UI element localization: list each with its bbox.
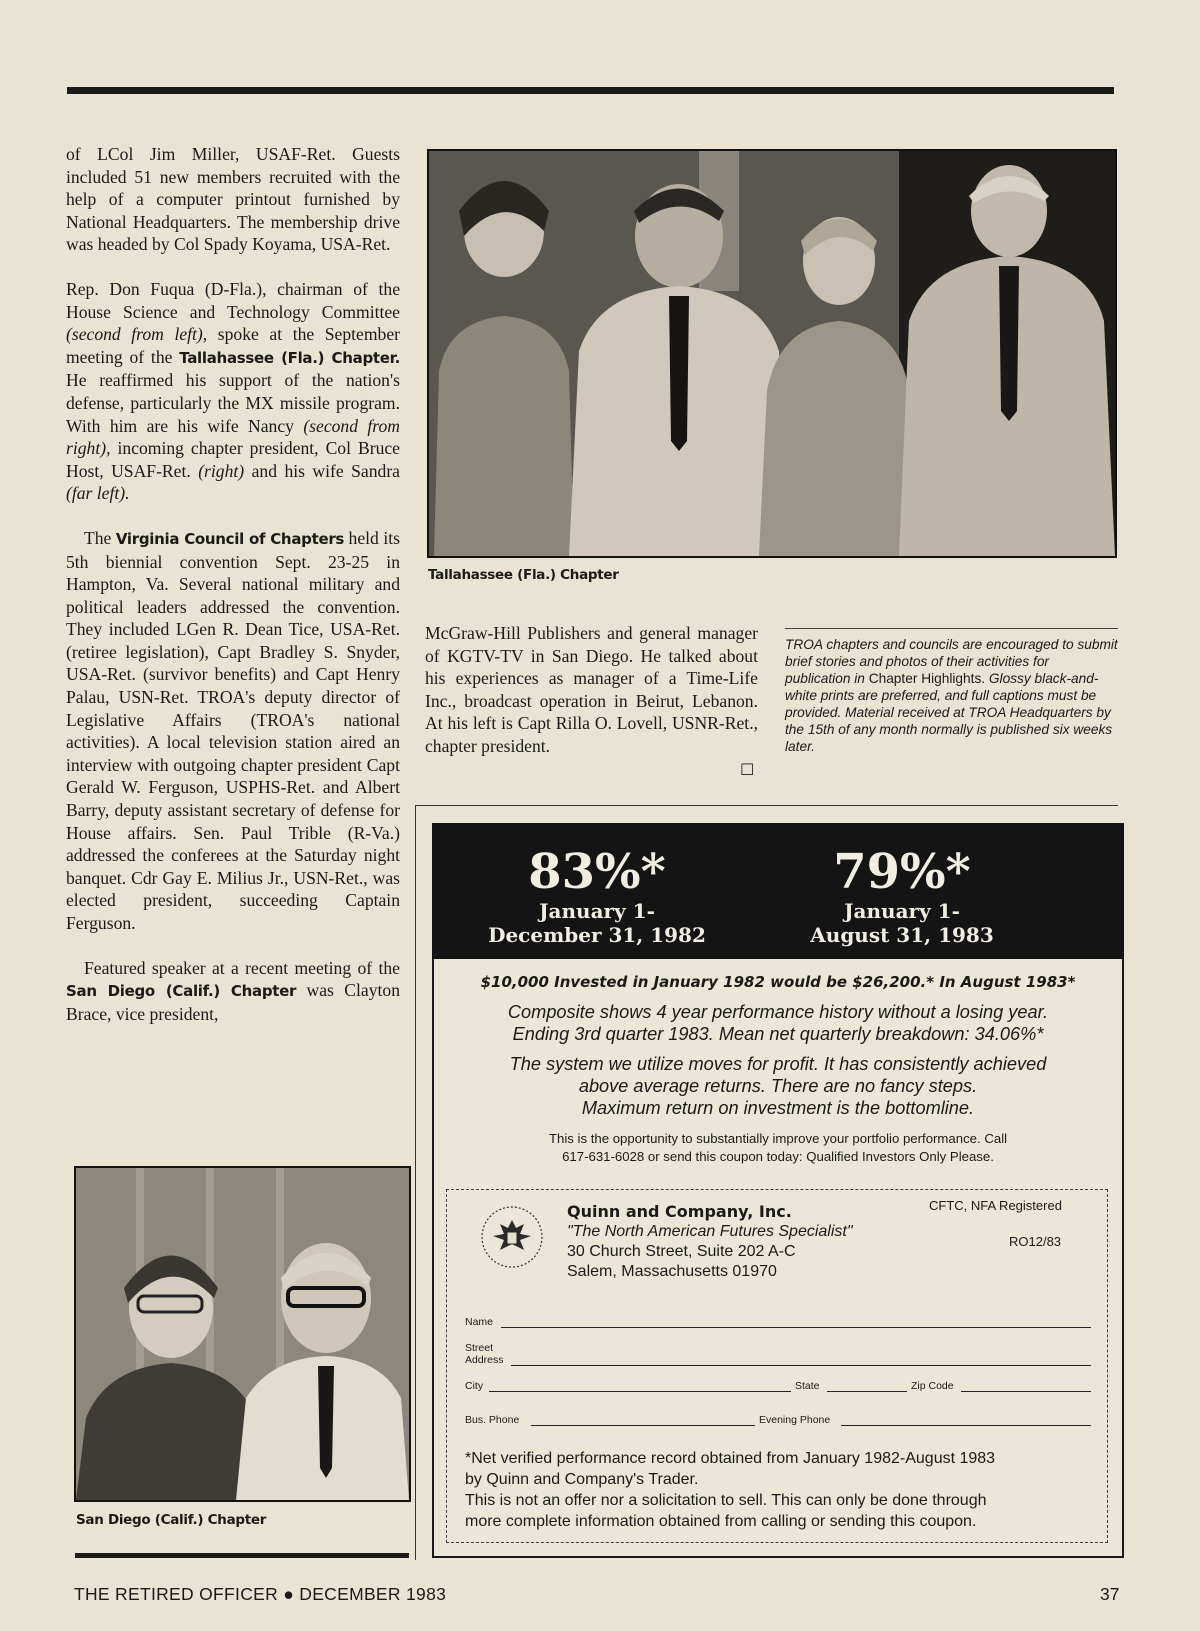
photo-illustration <box>429 151 1115 556</box>
name-label: Name <box>465 1316 494 1328</box>
bus-phone-label: Bus. Phone <box>465 1414 520 1426</box>
san-diego-chapter-photo <box>74 1166 411 1502</box>
address-label: Address <box>465 1354 504 1366</box>
company-address-2: Salem, Massachusetts 01970 <box>567 1263 777 1280</box>
paragraph-san-diego: Featured speaker at a recent meeting of the San Diego (Calif.) Chapter was Clayton Brace, vice president, <box>66 957 400 1024</box>
top-rule <box>67 87 1114 94</box>
paragraph-membership: of LCol Jim Miller, USAF-Ret. Guests included 51 new members recruited with the help of a computer printout furnished by National Headquarters. The membership drive was headed by Col Spady Koyama, USA-Ret. <box>66 144 400 255</box>
stat-1982-line2: December 31, 1982 <box>488 923 706 947</box>
photo-illustration-2 <box>76 1168 409 1500</box>
ad-body-line1: Composite shows 4 year performance history without a losing year. <box>507 1002 1049 1022</box>
article-column-left <box>66 143 400 1025</box>
stat-1982-line1: January 1- <box>539 899 655 923</box>
stat-1983-line1: January 1- <box>844 899 960 923</box>
ad-small-line1: This is the opportunity to substantially improve your portfolio performance. Call <box>548 1131 1008 1146</box>
cftc-registered: CFTC, NFA Registered <box>929 1198 1062 1213</box>
coupon-disclaimer: *Net verified performance record obtained from January 1982-August 1983 by Quinn and Company's Trader. This is not an offer nor a solicitation to sell. This can only be done through more complete information obtained from calling or sending this coupon. <box>465 1450 996 1530</box>
eagle-seal-icon <box>479 1202 545 1272</box>
ad-headline: $10,000 Invested in January 1982 would be $26,200.* In August 1983* <box>480 973 1076 991</box>
san-diego-photo-caption: San Diego (Calif.) Chapter <box>76 1512 267 1528</box>
zip-label: Zip Code <box>911 1380 954 1392</box>
ad-separator-left <box>415 805 416 1560</box>
ad-body-line2: Ending 3rd quarter 1983. Mean net quarterly breakdown: 34.06%* <box>512 1024 1044 1044</box>
state-label: State <box>795 1380 820 1392</box>
publication-footer: THE RETIRED OFFICER ● DECEMBER 1983 <box>74 1584 447 1604</box>
evening-phone-label: Evening Phone <box>759 1414 831 1426</box>
coupon-code: RO12/83 <box>1009 1234 1062 1249</box>
paragraph-virginia: The Virginia Council of Chapters held its 5th biennial convention Sept. 23-25 in Hampton, Va. Several national military and political leaders addressed the convention. They included LGen R. Dean Tice, USA-Ret. (retiree legislation), Capt Bradley S. Snyder, USA-Ret. (survivor benefits) and Capt Henry Palau, USN-Ret. TROA's deputy director of Legislative Affairs (TROA's national activities). A local television station aired an interview with outgoing chapter president Capt Gerald W. Ferguson, USPHS-Ret. and Albert Barry, deputy assistant secretary of defense for House affairs. Sen. Paul Trible (R-Va.) addressed the conferees at the Saturday night banquet. Cdr Gay E. Milius Jr., USN-Ret., was elected president, succeeding Captain Ferguson. <box>66 527 400 933</box>
city-label: City <box>465 1380 484 1392</box>
column-bottom-rule <box>75 1553 409 1558</box>
performance-banner <box>432 823 1124 959</box>
tallahassee-photo-caption: Tallahassee (Fla.) Chapter <box>428 567 619 583</box>
city-field[interactable] <box>489 1391 791 1392</box>
ad-body-line5: Maximum return on investment is the bottomline. <box>581 1098 975 1118</box>
paragraph-tallahassee: Rep. Don Fuqua (D-Fla.), chairman of the House Science and Technology Committee (second from left), spoke at the September meeting of the Tallahassee (Fla.) Chapter. He reaffirmed his support of the nation's defense, particularly the MX missile program. With him are his wife Nancy (second from right), incoming chapter president, Col Bruce Host, USAF-Ret. (right) and his wife Sandra (far left). <box>66 278 401 504</box>
street-label: Street <box>465 1342 494 1354</box>
mail-in-coupon[interactable] <box>446 1189 1108 1543</box>
note-top-rule <box>785 628 1118 629</box>
paragraph-mcgraw-hill: McGraw-Hill Publishers and general manager of KGTV-TV in San Diego. He talked about his experiences as manager of a Time-Life Inc., broadcast operation in Beirut, Lebanon. At his left is Capt Rilla O. Lovell, USNR-Ret., chapter president. <box>425 623 758 756</box>
ad-small-line2: 617-631-6028 or send this coupon today: Qualified Investors Only Please. <box>562 1149 994 1164</box>
ad-body-line4: above average returns. There are no fancy steps. <box>578 1076 978 1096</box>
zip-code-field[interactable] <box>961 1391 1091 1392</box>
tallahassee-chapter-photo <box>427 149 1117 558</box>
quinn-advertisement <box>432 823 1124 1558</box>
submission-note: TROA chapters and councils are encouraged to submit brief stories and photos of their activities for publication in Chapter Highlights. Glossy black-and-white prints are preferred, and full captions must be provided. Material received at TROA Headquarters by the 15th of any month normally is published six weeks later. <box>785 637 1118 754</box>
article-column-middle <box>425 622 758 758</box>
name-field[interactable] <box>501 1327 1091 1328</box>
company-address-1: 30 Church Street, Suite 202 A-C <box>567 1243 796 1260</box>
stat-1983-line2: August 31, 1983 <box>810 923 994 947</box>
page-number: 37 <box>1100 1584 1120 1604</box>
ad-body-line3: The system we utilize moves for profit. It has consistently achieved <box>509 1054 1047 1074</box>
state-field[interactable] <box>827 1391 907 1392</box>
company-tagline: "The North American Futures Specialist" <box>567 1223 853 1240</box>
end-mark: ☐ <box>740 760 755 779</box>
ad-separator <box>415 805 1118 806</box>
company-name: Quinn and Company, Inc. <box>567 1202 792 1221</box>
bus-phone-field[interactable] <box>531 1425 755 1426</box>
stat-1983-value: 79%* <box>833 844 971 900</box>
stat-1982-value: 83%* <box>528 844 666 900</box>
street-address-field[interactable] <box>511 1365 1091 1366</box>
evening-phone-field[interactable] <box>841 1425 1091 1426</box>
